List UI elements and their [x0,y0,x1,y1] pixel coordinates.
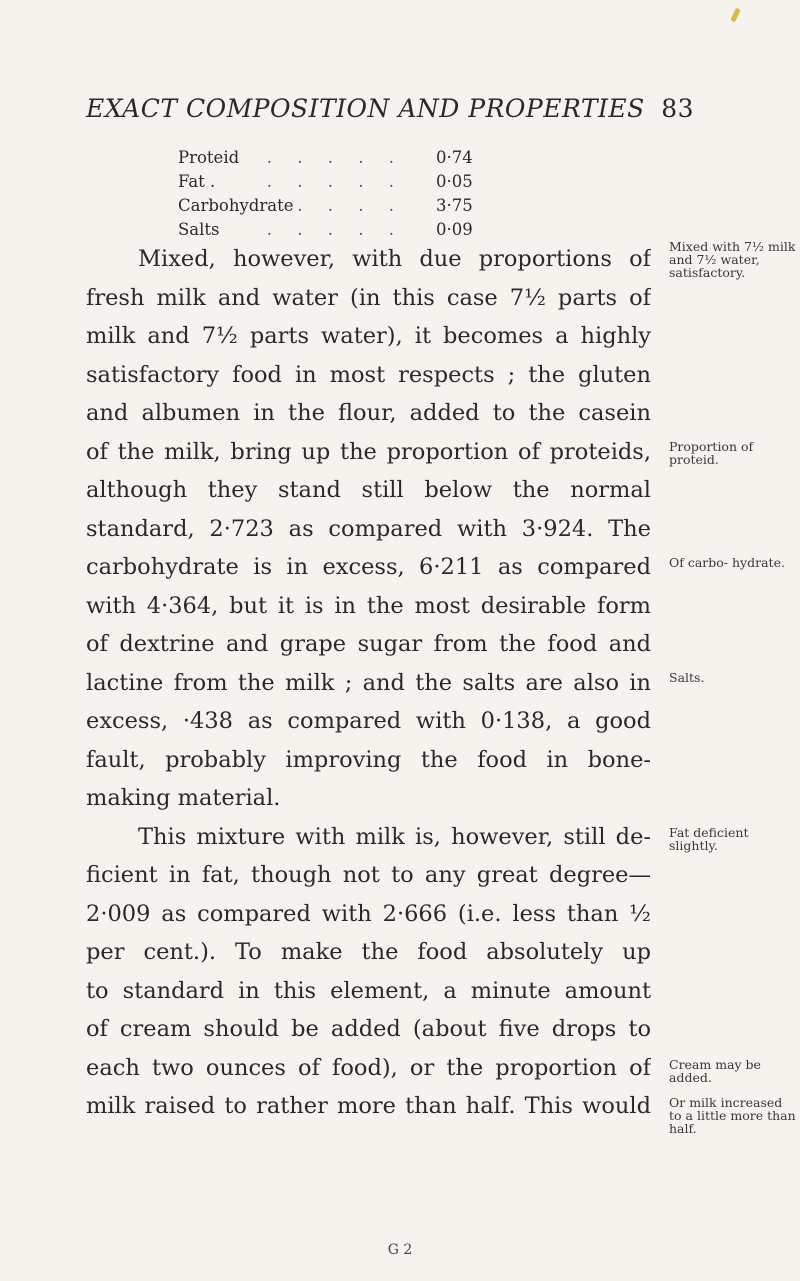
body-text [86,240,651,1126]
running-header [86,94,694,123]
text-line: each two ounces of food), or the proportion of [86,1054,651,1081]
text-line: and albumen in the flour, added to the casein [86,400,651,426]
text-line: although they stand still below the normal [86,477,651,503]
row-label: Proteid [178,148,240,167]
text-line: fault, probably improving the food in bone- [86,746,651,773]
margin-note: Fat deficient slightly. [669,825,749,853]
text-line: milk raised to rather more than half. This would [86,1093,651,1119]
row-label: Fat . [178,172,216,191]
margin-note: Salts. [669,670,705,685]
header-title: EXACT COMPOSITION AND PROPERTIES [86,94,645,123]
text-line: of cream should be added (about five drops to [86,1016,651,1042]
text-line: satisfactory food in most respects ; the gluten [86,361,651,388]
row-label: Salts [178,220,220,239]
text-line: 2·009 as compared with 2·666 (i.e. less than ½ [86,900,651,927]
margin-note: Proportion of proteid. [669,439,754,467]
text-line: of dextrine and grape sugar from the food and [86,631,651,657]
row-value: 0·05 [436,172,473,191]
row-label: Carbohydrate [178,196,294,215]
row-leader: . . . . [297,196,404,215]
text-line: per cent.). To make the food absolutely up [86,939,651,965]
text-line: excess, ·438 as compared with 0·138, a good [86,708,651,734]
text-line: milk and 7½ parts water), it becomes a highly [86,323,651,349]
composition-table [178,146,538,242]
text-line: making material. [86,785,281,811]
row-leader: . . . . . [266,172,404,191]
table-row [178,194,538,218]
row-value: 0·74 [436,148,473,167]
text-line: Mixed, however, with due proportions of [138,246,651,272]
text-line: to standard in this element, a minute amount [86,977,651,1004]
margin-note: Or milk increased to a little more than half. [669,1095,796,1136]
row-value: 3·75 [436,196,473,215]
text-line: ficient in fat, though not to any great degree— [86,862,651,888]
text-line: standard, 2·723 as compared with 3·924. The [86,515,651,542]
text-line: fresh milk and water (in this case 7½ parts of [86,284,651,311]
text-line: lactine from the milk ; and the salts are also in [86,669,651,696]
table-row [178,218,538,242]
row-value: 0·09 [436,220,473,239]
page-number: 83 [661,94,695,123]
text-line: carbohydrate is in excess, 6·211 as compared [86,554,651,580]
margin-note: Cream may be added. [669,1057,761,1085]
signature-text: G 2 [387,1242,413,1258]
table-row [178,170,538,194]
table-row [178,146,538,170]
row-leader: . . . . . [266,220,404,239]
text-line: with 4·364, but it is in the most desirable form [86,592,651,619]
row-leader: . . . . . [266,148,404,167]
signature-mark [0,1242,800,1258]
text-line: of the milk, bring up the proportion of proteids, [86,438,651,465]
margin-note: Mixed with 7½ milk and 7½ water, satisfactory. [669,239,796,280]
text-line: This mixture with milk is, however, still de- [138,823,651,850]
corner-mark [730,8,740,23]
margin-note: Of carbo- hydrate. [669,555,785,570]
